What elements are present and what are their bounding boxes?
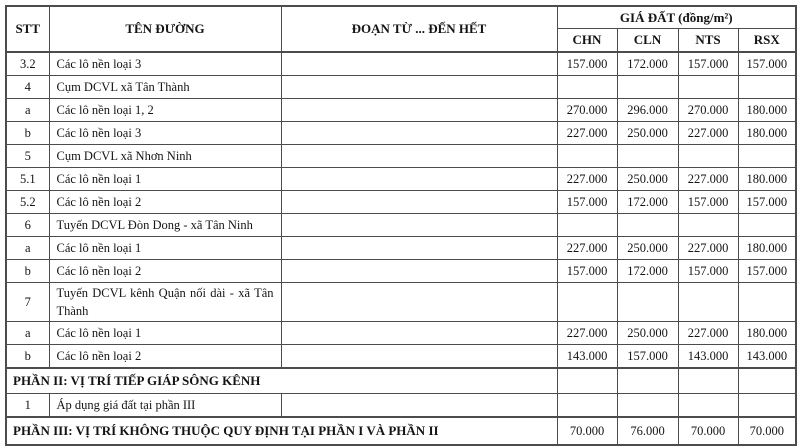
street-name-cell: Các lô nền loại 1	[49, 168, 281, 191]
table-row	[6, 283, 796, 322]
price-cell-cln: 250.000	[617, 122, 678, 145]
table-row	[6, 52, 796, 76]
street-name-cell: Các lô nền loại 3	[49, 52, 281, 76]
section-label: PHẦN II: VỊ TRÍ TIẾP GIÁP SÔNG KÊNH	[6, 368, 557, 394]
price-cell-rsx: 180.000	[738, 99, 796, 122]
header-row-top	[6, 6, 796, 29]
street-name-cell: Các lô nền loại 1	[49, 237, 281, 260]
table-row	[6, 345, 796, 369]
price-cell-cln: 250.000	[617, 237, 678, 260]
segment-cell	[281, 237, 557, 260]
segment-cell	[281, 322, 557, 345]
street-name-cell: Các lô nền loại 1	[49, 322, 281, 345]
street-name-cell: Các lô nền loại 2	[49, 191, 281, 214]
segment-cell	[281, 145, 557, 168]
price-cell-rsx: 70.000	[738, 417, 796, 445]
price-cell-nts: 157.000	[678, 52, 738, 76]
table-header	[6, 6, 796, 52]
price-cell-cln	[617, 283, 678, 322]
section-row	[6, 368, 796, 394]
price-cell-nts	[678, 368, 738, 394]
price-cell-cln: 172.000	[617, 260, 678, 283]
segment-cell	[281, 191, 557, 214]
price-cell-cln: 172.000	[617, 191, 678, 214]
price-cell-chn	[557, 145, 617, 168]
land-price-table	[5, 5, 797, 446]
price-cell-cln: 250.000	[617, 168, 678, 191]
price-cell-rsx	[738, 214, 796, 237]
table-row	[6, 237, 796, 260]
price-cell-nts	[678, 283, 738, 322]
price-cell-cln: 76.000	[617, 417, 678, 445]
price-cell-rsx	[738, 368, 796, 394]
street-name-cell: Áp dụng giá đất tại phần III	[49, 394, 281, 418]
price-cell-chn: 227.000	[557, 122, 617, 145]
price-cell-rsx: 157.000	[738, 52, 796, 76]
price-cell-rsx	[738, 76, 796, 99]
stt-cell: a	[6, 99, 49, 122]
segment-cell	[281, 76, 557, 99]
price-cell-nts: 227.000	[678, 237, 738, 260]
table-row	[6, 214, 796, 237]
price-cell-nts: 270.000	[678, 99, 738, 122]
street-name-cell: Các lô nền loại 2	[49, 345, 281, 369]
stt-cell: a	[6, 322, 49, 345]
price-cell-nts: 227.000	[678, 322, 738, 345]
stt-cell: 5.2	[6, 191, 49, 214]
price-cell-cln	[617, 368, 678, 394]
segment-cell	[281, 283, 557, 322]
price-cell-rsx: 157.000	[738, 260, 796, 283]
price-cell-chn: 227.000	[557, 237, 617, 260]
table-row	[6, 322, 796, 345]
price-cell-rsx: 157.000	[738, 191, 796, 214]
header-price-chn: CHN	[557, 29, 617, 53]
segment-cell	[281, 345, 557, 369]
street-name-cell: Cụm DCVL xã Tân Thành	[49, 76, 281, 99]
price-cell-chn	[557, 368, 617, 394]
street-name-cell: Cụm DCVL xã Nhơn Ninh	[49, 145, 281, 168]
stt-cell: 3.2	[6, 52, 49, 76]
table-row	[6, 191, 796, 214]
segment-cell	[281, 52, 557, 76]
segment-cell	[281, 99, 557, 122]
price-cell-chn: 227.000	[557, 168, 617, 191]
header-street-name: TÊN ĐƯỜNG	[49, 6, 281, 52]
header-stt: STT	[6, 6, 49, 52]
header-segment: ĐOẠN TỪ ... ĐẾN HẾT	[281, 6, 557, 52]
stt-cell: 5.1	[6, 168, 49, 191]
header-land-price-group: GIÁ ĐẤT (đồng/m²)	[557, 6, 796, 29]
header-price-rsx: RSX	[738, 29, 796, 53]
street-name-cell: Tuyến DCVL kênh Quận nối dài - xã Tân Thành	[49, 283, 281, 322]
street-name-cell: Các lô nền loại 3	[49, 122, 281, 145]
table-row	[6, 168, 796, 191]
stt-cell: b	[6, 345, 49, 369]
stt-cell: 6	[6, 214, 49, 237]
header-price-nts: NTS	[678, 29, 738, 53]
stt-cell: b	[6, 260, 49, 283]
section-row	[6, 417, 796, 445]
segment-cell	[281, 168, 557, 191]
section-label: PHẦN III: VỊ TRÍ KHÔNG THUỘC QUY ĐỊNH TẠI PHẦN I VÀ PHẦN II	[6, 417, 557, 445]
segment-cell	[281, 122, 557, 145]
price-cell-chn: 157.000	[557, 260, 617, 283]
price-cell-rsx: 180.000	[738, 322, 796, 345]
price-cell-rsx: 180.000	[738, 237, 796, 260]
street-name-cell: Các lô nền loại 2	[49, 260, 281, 283]
price-cell-rsx	[738, 145, 796, 168]
table-row	[6, 76, 796, 99]
table-body	[6, 52, 796, 445]
table-row	[6, 260, 796, 283]
stt-cell: 5	[6, 145, 49, 168]
price-cell-nts: 70.000	[678, 417, 738, 445]
price-cell-cln	[617, 214, 678, 237]
price-cell-nts	[678, 76, 738, 99]
segment-cell	[281, 260, 557, 283]
price-cell-chn: 143.000	[557, 345, 617, 369]
stt-cell: 7	[6, 283, 49, 322]
street-name-cell: Các lô nền loại 1, 2	[49, 99, 281, 122]
segment-cell	[281, 214, 557, 237]
stt-cell: a	[6, 237, 49, 260]
price-cell-chn: 70.000	[557, 417, 617, 445]
price-cell-nts: 143.000	[678, 345, 738, 369]
table-row	[6, 99, 796, 122]
price-cell-rsx: 180.000	[738, 168, 796, 191]
price-cell-cln	[617, 76, 678, 99]
price-cell-cln	[617, 145, 678, 168]
price-cell-nts: 227.000	[678, 122, 738, 145]
price-cell-rsx: 143.000	[738, 345, 796, 369]
price-cell-chn: 157.000	[557, 52, 617, 76]
header-price-cln: CLN	[617, 29, 678, 53]
price-cell-nts	[678, 214, 738, 237]
price-cell-nts: 157.000	[678, 191, 738, 214]
price-cell-chn: 157.000	[557, 191, 617, 214]
stt-cell: 4	[6, 76, 49, 99]
price-cell-cln: 250.000	[617, 322, 678, 345]
table-row	[6, 145, 796, 168]
price-cell-cln: 172.000	[617, 52, 678, 76]
stt-cell: b	[6, 122, 49, 145]
price-cell-nts: 227.000	[678, 168, 738, 191]
price-cell-chn: 270.000	[557, 99, 617, 122]
price-cell-rsx: 180.000	[738, 122, 796, 145]
price-cell-chn	[557, 283, 617, 322]
price-cell-rsx	[738, 283, 796, 322]
street-name-cell: Tuyến DCVL Đòn Dong - xã Tân Ninh	[49, 214, 281, 237]
price-cell-chn: 227.000	[557, 322, 617, 345]
price-cell-chn	[557, 76, 617, 99]
price-cell-nts: 157.000	[678, 260, 738, 283]
price-cell-chn	[557, 214, 617, 237]
stt-cell: 1	[6, 394, 49, 418]
price-cell-cln: 296.000	[617, 99, 678, 122]
price-cell-nts	[678, 145, 738, 168]
price-cell-cln: 157.000	[617, 345, 678, 369]
table-row	[6, 122, 796, 145]
